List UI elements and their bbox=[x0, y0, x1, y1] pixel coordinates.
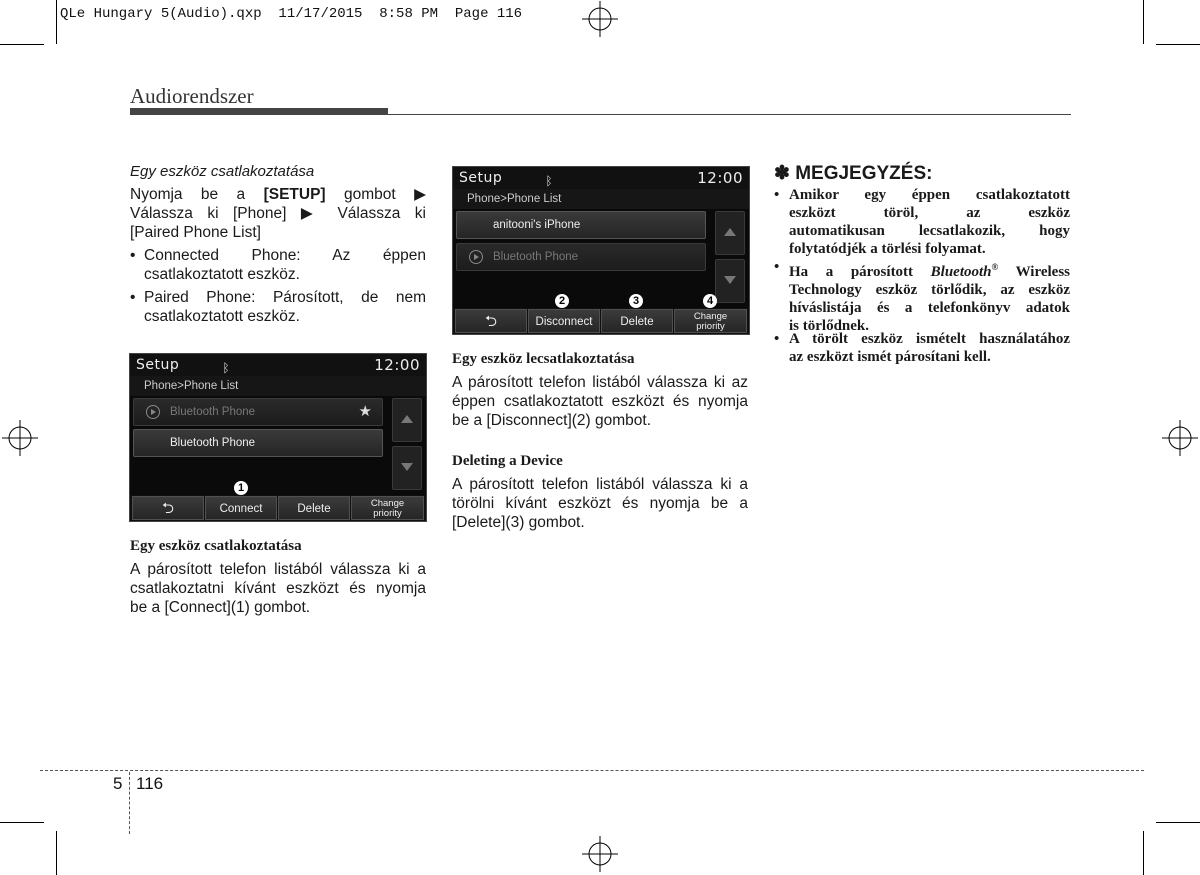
text-line: törölni kívánt eszközt és nyomja be a bbox=[452, 495, 748, 512]
registration-mark-icon bbox=[582, 836, 618, 872]
phone-list-item[interactable] bbox=[133, 398, 383, 426]
callout-marker: 4 bbox=[703, 294, 717, 308]
note-line: folytatódjék a törlési folyamat. bbox=[789, 241, 986, 257]
print-slug: QLe Hungary 5(Audio).qxp 11/17/2015 8:58 PM Page 116 bbox=[60, 6, 523, 22]
screen-button-bar bbox=[130, 495, 426, 521]
note-line: eszközt töröl, az eszköz bbox=[789, 205, 1070, 221]
scroll-up-button[interactable] bbox=[715, 211, 745, 255]
arrow-right-icon: ▶ bbox=[414, 186, 427, 203]
phone-name: Bluetooth Phone bbox=[170, 437, 256, 449]
registration-mark-icon bbox=[1162, 420, 1198, 456]
intro-line-2 bbox=[130, 204, 426, 223]
phone-list-item[interactable] bbox=[133, 429, 383, 457]
scroll-down-button[interactable] bbox=[392, 446, 422, 490]
screen-clock: 12:00 bbox=[697, 169, 743, 187]
bullet-connected-phone bbox=[130, 246, 426, 284]
note-line bbox=[789, 258, 1070, 281]
screen-clock: 12:00 bbox=[374, 356, 420, 374]
screen-title: Setup bbox=[459, 170, 503, 186]
crop-mark bbox=[56, 0, 57, 44]
connect-heading bbox=[130, 162, 314, 181]
connect-button[interactable]: Connect bbox=[205, 496, 277, 520]
change-priority-button[interactable] bbox=[351, 496, 424, 520]
note-line: is törlődnek. bbox=[789, 318, 870, 334]
section-title: Audiorendszer bbox=[130, 84, 254, 108]
text-line: A párosított telefon listából válassza ki a bbox=[452, 476, 748, 493]
screen-status-bar bbox=[453, 167, 749, 189]
bullet-line: Connected Phone: Az éppen bbox=[144, 247, 426, 264]
crop-mark bbox=[1143, 0, 1144, 44]
note-title: ✽ MEGJEGYZÉS: bbox=[774, 163, 933, 184]
screen-breadcrumb: Phone>Phone List bbox=[453, 189, 749, 209]
note-line: Technology eszköz törlődik, az eszköz bbox=[789, 282, 1070, 298]
button-label: priority bbox=[373, 508, 402, 519]
delete-button[interactable]: Delete bbox=[601, 309, 673, 333]
crop-mark bbox=[1156, 44, 1200, 45]
note-bullet-1 bbox=[774, 186, 1070, 258]
crop-mark bbox=[56, 831, 57, 875]
disconnect-text bbox=[452, 373, 748, 430]
bullet-dot: • bbox=[774, 259, 780, 275]
crop-mark bbox=[0, 44, 44, 45]
note-bullet-3 bbox=[774, 330, 1070, 366]
intro-text: Válassza ki bbox=[337, 205, 426, 222]
crop-mark bbox=[1143, 831, 1144, 875]
header-bar bbox=[130, 108, 388, 115]
registration-mark-icon bbox=[2, 420, 38, 456]
caption-line: be a [Connect](1) gombot. bbox=[130, 599, 311, 616]
callout-marker: 1 bbox=[234, 481, 248, 495]
star-icon: ★ bbox=[358, 403, 372, 420]
callout-marker: 3 bbox=[629, 294, 643, 308]
disconnect-button[interactable]: Disconnect bbox=[528, 309, 600, 333]
bullet-dot: • bbox=[774, 331, 780, 347]
phone-name: anitooni's iPhone bbox=[493, 219, 581, 231]
note-line: automatikusan lecsatlakozik, hogy bbox=[789, 223, 1070, 239]
bullet-paired-phone bbox=[130, 288, 426, 326]
intro-text: Válassza ki [Phone] bbox=[130, 205, 287, 222]
bluetooth-icon: ᛒ bbox=[545, 174, 553, 188]
button-label: Change bbox=[370, 498, 405, 509]
change-priority-button[interactable] bbox=[674, 309, 747, 333]
screen-button-bar bbox=[453, 308, 749, 334]
text-line: A párosított telefon listából válassza ki az bbox=[452, 374, 748, 391]
play-icon bbox=[469, 250, 483, 264]
crop-mark bbox=[1156, 822, 1200, 823]
delete-button[interactable]: Delete bbox=[278, 496, 350, 520]
down-arrow-icon bbox=[401, 463, 413, 471]
bullet-line: csatlakoztatott eszköz. bbox=[144, 266, 300, 283]
phone-name: Bluetooth Phone bbox=[493, 251, 579, 263]
back-button[interactable] bbox=[455, 309, 527, 333]
bullet-dot: • bbox=[774, 187, 780, 203]
footer-dashed-divider bbox=[129, 772, 130, 834]
bullet-dot: • bbox=[130, 289, 136, 306]
section-number: 5 bbox=[113, 774, 123, 793]
note-text: Wireless bbox=[1015, 264, 1071, 280]
play-icon bbox=[146, 405, 160, 419]
registered-mark: ® bbox=[991, 262, 999, 272]
bluetooth-icon: ᛒ bbox=[222, 361, 230, 375]
connect-heading-text: Egy eszköz csatlakoztatása bbox=[130, 163, 315, 180]
intro-line-3: [Paired Phone List] bbox=[130, 224, 261, 241]
page-number: 116 bbox=[136, 774, 164, 793]
crop-mark bbox=[0, 822, 44, 823]
down-arrow-icon bbox=[724, 276, 736, 284]
screen-status-bar bbox=[130, 354, 426, 376]
note-line: az eszközt ismét párosítani kell. bbox=[789, 349, 991, 365]
text-line: [Delete](3) gombot. bbox=[452, 514, 585, 531]
scroll-up-button[interactable] bbox=[392, 398, 422, 442]
scroll-down-button[interactable] bbox=[715, 259, 745, 303]
connect-caption bbox=[130, 560, 426, 617]
up-arrow-icon bbox=[401, 415, 413, 423]
intro-text: Nyomja be a bbox=[130, 186, 246, 203]
arrow-right-icon: ▶ bbox=[300, 205, 323, 222]
back-button[interactable] bbox=[132, 496, 204, 520]
note-bullet-2 bbox=[774, 258, 1070, 335]
bluetooth-brand-text: Bluetooth bbox=[930, 264, 992, 280]
connect-caption-heading: Egy eszköz csatlakoztatása bbox=[130, 538, 302, 554]
phone-name: Bluetooth Phone bbox=[170, 406, 256, 418]
button-label: priority bbox=[696, 321, 725, 332]
phone-list-item[interactable] bbox=[456, 211, 706, 239]
back-icon: ⮌ bbox=[484, 313, 497, 330]
caption-line: A párosított telefon listából válassza ki a bbox=[130, 561, 426, 578]
button-label: Change bbox=[693, 311, 728, 322]
header-rule bbox=[388, 114, 1071, 115]
registration-mark-icon bbox=[582, 1, 618, 37]
head-unit-screen-disconnect bbox=[452, 166, 750, 335]
text-line: be a [Disconnect](2) gombot. bbox=[452, 412, 652, 429]
intro-line-1 bbox=[130, 185, 426, 204]
bullet-dot: • bbox=[130, 247, 136, 264]
note-line: híváslistája és a telefonkönyv adatok bbox=[789, 300, 1070, 316]
phone-list-item[interactable] bbox=[456, 243, 706, 271]
disconnect-heading: Egy eszköz lecsatlakoztatása bbox=[452, 351, 635, 367]
delete-text bbox=[452, 475, 748, 532]
note-line: A törölt eszköz ismételt használatához bbox=[789, 331, 1070, 347]
footer-dashed-rule bbox=[40, 770, 1144, 771]
up-arrow-icon bbox=[724, 228, 736, 236]
note-line: Amikor egy éppen csatlakoztatott bbox=[789, 187, 1070, 203]
text-line: éppen csatlakoztatott eszközt és nyomja bbox=[452, 393, 748, 410]
callout-marker: 2 bbox=[555, 294, 569, 308]
caption-line: csatlakoztatni kívánt eszközt és nyomja bbox=[130, 580, 426, 597]
screen-breadcrumb: Phone>Phone List bbox=[130, 376, 426, 396]
setup-key-label: [SETUP] bbox=[263, 186, 326, 203]
head-unit-screen-connect bbox=[129, 353, 427, 522]
intro-text: gombot bbox=[344, 186, 396, 203]
note-text: Ha a párosított bbox=[789, 264, 914, 280]
bullet-line: Paired Phone: Párosított, de nem bbox=[144, 289, 426, 306]
screen-title: Setup bbox=[136, 357, 180, 373]
back-icon: ⮌ bbox=[161, 500, 174, 517]
bullet-line: csatlakoztatott eszköz. bbox=[144, 308, 300, 325]
delete-heading: Deleting a Device bbox=[452, 453, 563, 469]
